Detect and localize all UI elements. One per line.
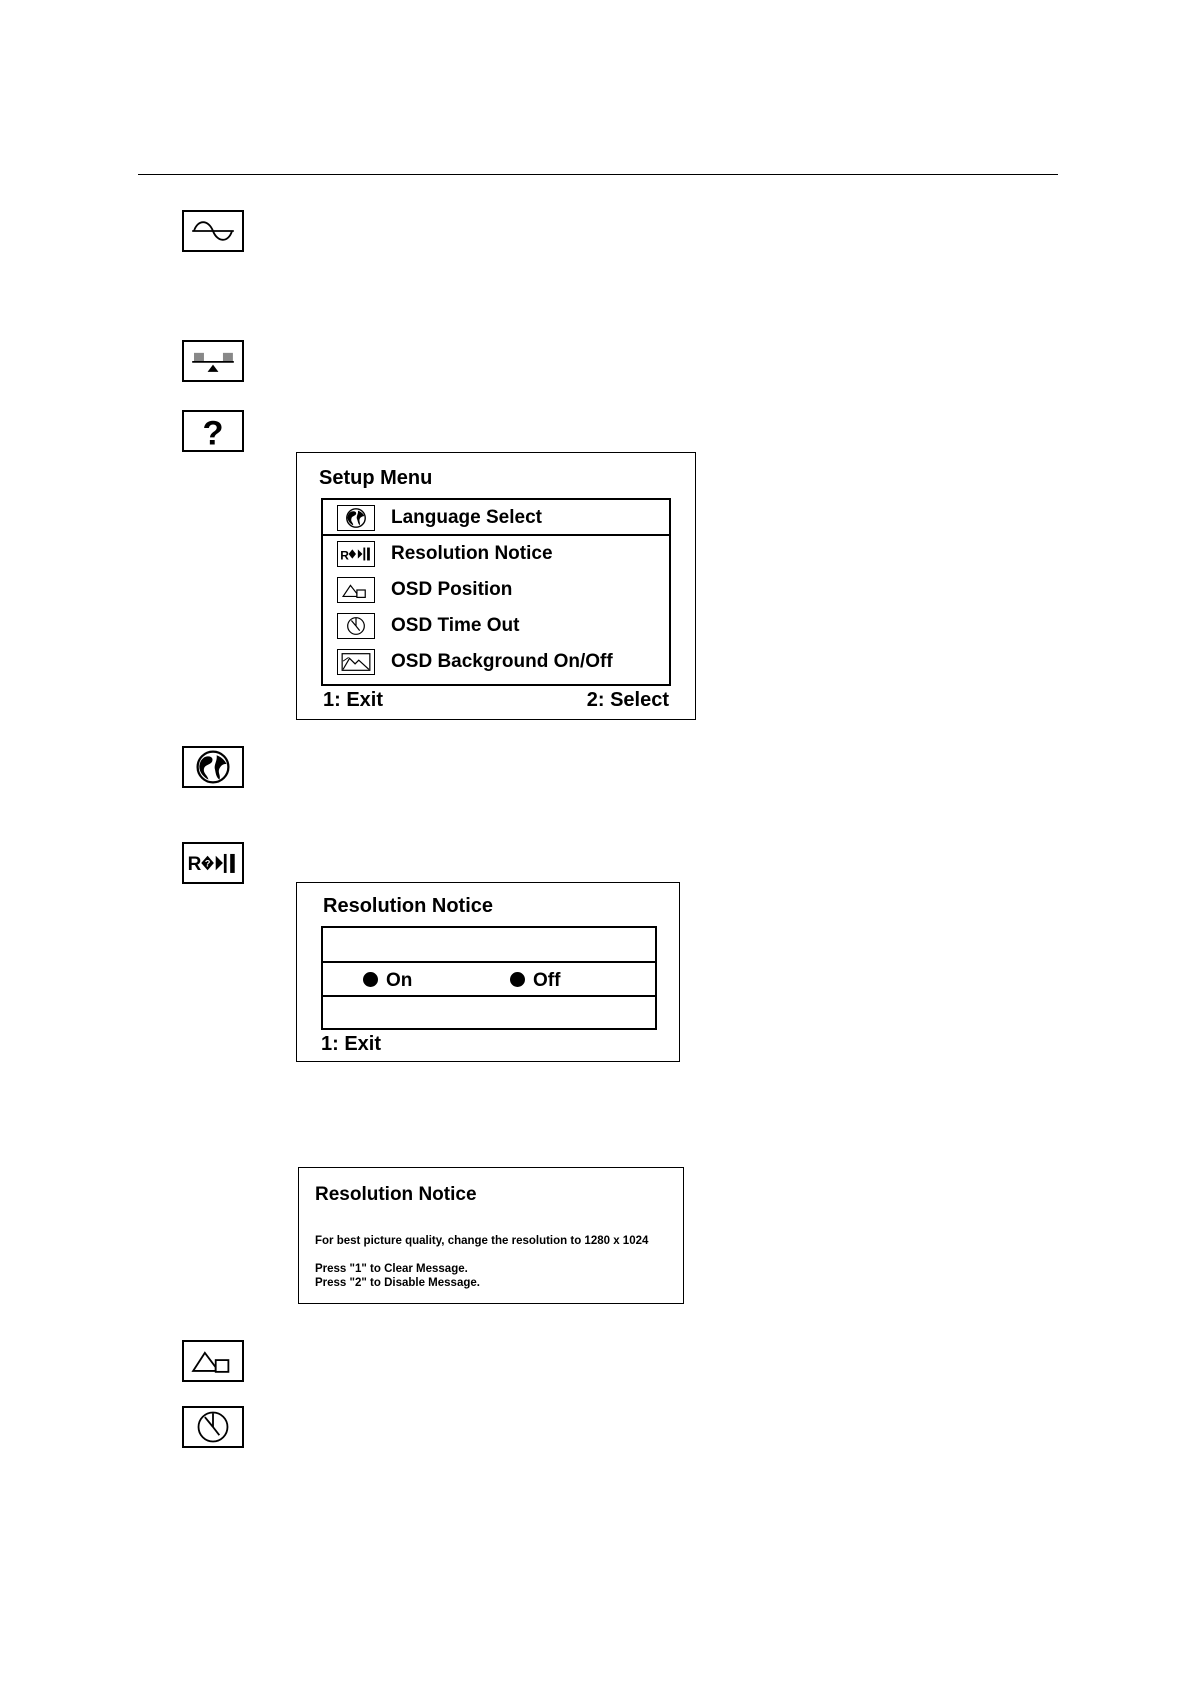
menu-item-resolution-notice[interactable] — [323, 536, 669, 572]
resolution-notice-panel — [296, 882, 680, 1062]
globe-icon — [182, 746, 244, 788]
option-on[interactable] — [363, 970, 412, 992]
clear-message-hint: Press "1" to Clear Message. — [315, 1263, 468, 1275]
menu-item-label: OSD Time Out — [391, 615, 520, 636]
menu-item-label: Language Select — [391, 507, 542, 528]
resolution-notice-options — [321, 926, 657, 1030]
setup-menu-panel — [296, 452, 696, 720]
menu-item-osd-position[interactable] — [323, 572, 669, 608]
menu-item-language-select[interactable] — [323, 500, 669, 536]
disable-message-hint: Press "2" to Disable Message. — [315, 1277, 480, 1289]
option-off[interactable] — [510, 970, 560, 992]
menu-item-label: OSD Background On/Off — [391, 651, 613, 672]
option-off-label: Off — [533, 970, 561, 991]
balance-icon — [182, 340, 244, 382]
globe-icon — [337, 505, 375, 531]
menu-item-osd-background[interactable] — [323, 644, 669, 680]
svg-text:R: R — [187, 854, 202, 876]
clock-icon — [182, 1406, 244, 1448]
header-rule — [138, 174, 1058, 175]
divider — [323, 995, 655, 997]
option-on-label: On — [386, 970, 413, 991]
resolution-message-title: Resolution Notice — [315, 1184, 477, 1205]
menu-item-label: Resolution Notice — [391, 543, 553, 564]
svg-text:R: R — [340, 548, 349, 563]
svg-text:?: ? — [202, 414, 224, 450]
resolution-notice-icon — [182, 842, 244, 884]
select-key-label: 2: Select — [586, 689, 669, 711]
radio-dot-icon — [363, 972, 378, 987]
resolution-notice-icon — [337, 541, 375, 567]
clock-icon — [337, 613, 375, 639]
signal-wave-icon — [182, 210, 244, 252]
exit-key-label: 1: Exit — [323, 689, 384, 711]
setup-menu-title: Setup Menu — [319, 467, 433, 489]
resolution-message-box — [298, 1167, 684, 1304]
setup-menu-list — [321, 498, 671, 686]
menu-item-osd-time-out[interactable] — [323, 608, 669, 644]
radio-dot-icon — [510, 972, 525, 987]
divider — [323, 961, 655, 963]
background-icon — [337, 649, 375, 675]
resolution-message-text: For best picture quality, change the resolution to 1280 x 1024 — [315, 1235, 649, 1247]
exit-key-label: 1: Exit — [321, 1033, 382, 1055]
osd-position-icon — [337, 577, 375, 603]
resolution-notice-title: Resolution Notice — [323, 895, 494, 917]
svg-text:?: ? — [204, 858, 211, 869]
osd-position-icon — [182, 1340, 244, 1382]
menu-item-label: OSD Position — [391, 579, 513, 600]
question-icon — [182, 410, 244, 452]
